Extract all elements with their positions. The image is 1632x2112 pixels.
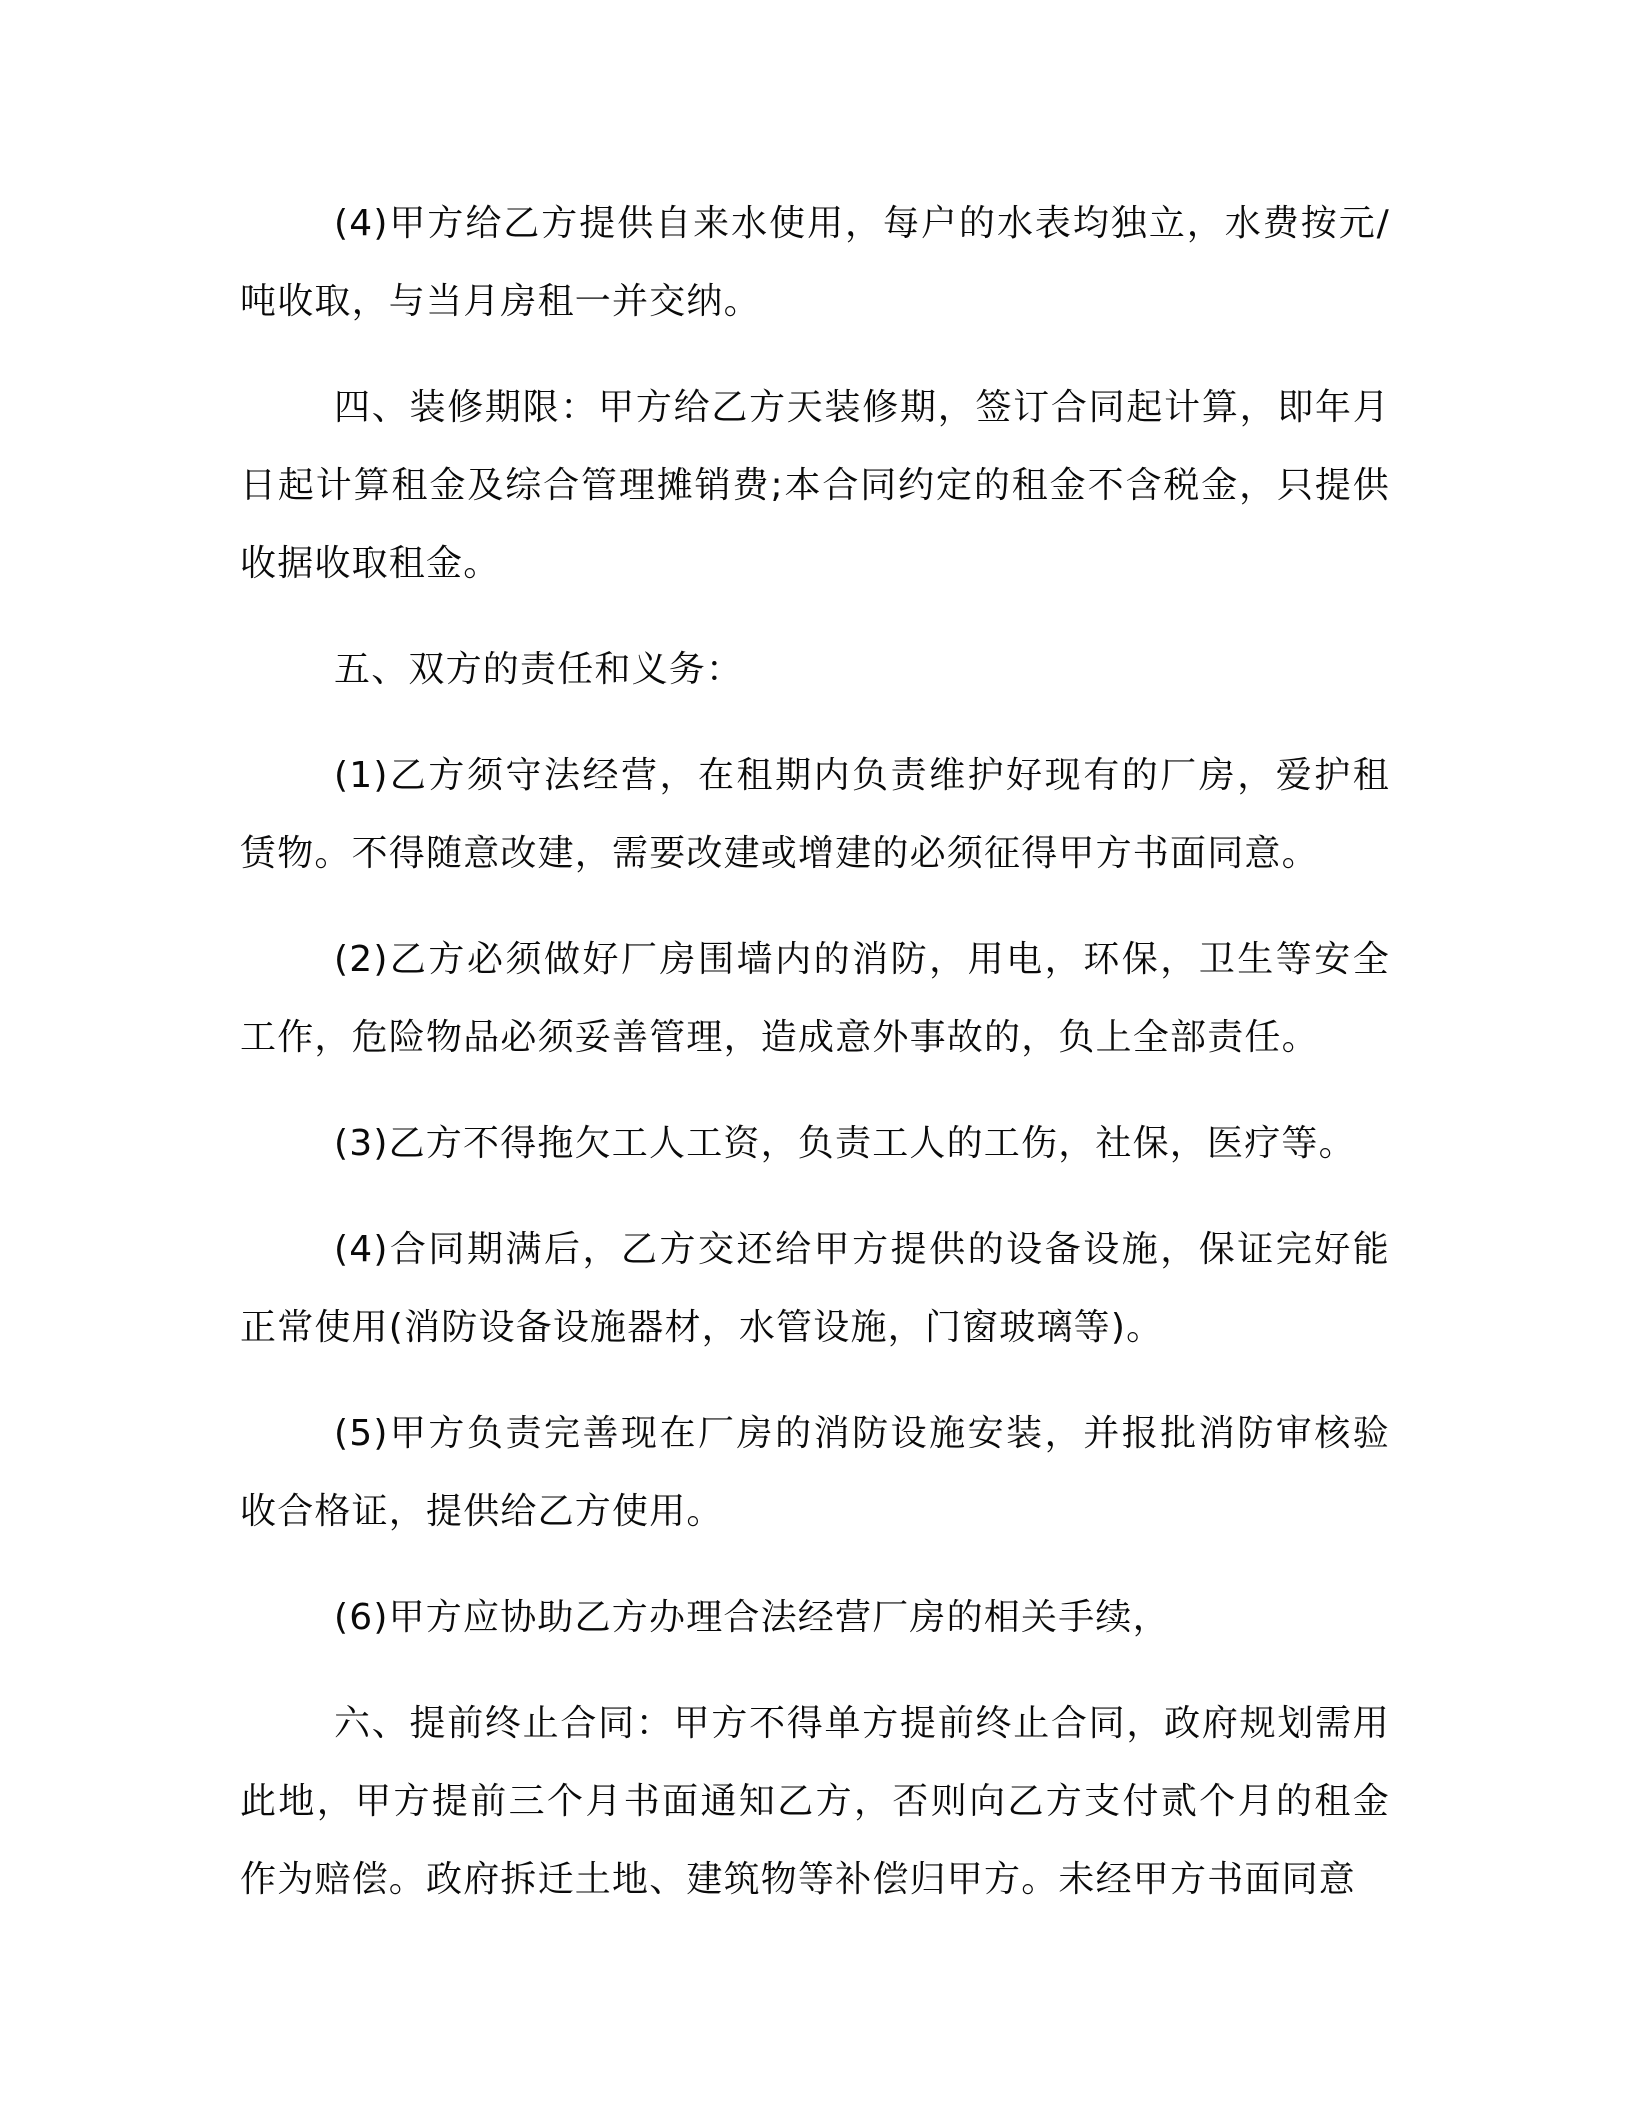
paragraph-obligation-5: (5)甲方负责完善现在厂房的消防设施安装，并报批消防审核验收合格证，提供给乙方使用。 — [240, 1413, 1390, 1532]
paragraph-early-termination: 六、提前终止合同：甲方不得单方提前终止合同，政府规划需用此地，甲方提前三个月书面通知乙方，否则向乙方支付贰个月的租金作为赔偿。政府拆迁土地、建筑物等补偿归甲方。未经甲方书面同意 — [240, 1703, 1390, 1900]
paragraph-obligation-1: (1)乙方须守法经营，在租期内负责维护好现有的厂房，爱护租赁物。不得随意改建，需要改建或增建的必须征得甲方书面同意。 — [240, 755, 1390, 874]
paragraph-renovation-period: 四、装修期限：甲方给乙方天装修期，签订合同起计算，即年月日起计算租金及综合管理摊销费;本合同约定的租金不含税金，只提供收据收取租金。 — [240, 387, 1390, 584]
paragraph-water-supply: (4)甲方给乙方提供自来水使用，每户的水表均独立，水费按元/吨收取，与当月房租一并交纳。 — [240, 203, 1390, 322]
paragraph-obligation-2: (2)乙方必须做好厂房围墙内的消防，用电，环保，卫生等安全工作，危险物品必须妥善管理，造成意外事故的，负上全部责任。 — [240, 939, 1390, 1058]
paragraph-obligation-3: (3)乙方不得拖欠工人工资，负责工人的工伤，社保，医疗等。 — [334, 1123, 1356, 1164]
paragraph-obligation-4: (4)合同期满后，乙方交还给甲方提供的设备设施，保证完好能正常使用(消防设备设施器材，水管设施，门窗玻璃等)。 — [240, 1229, 1390, 1348]
document-body — [240, 185, 1390, 1947]
paragraph-responsibilities-heading: 五、双方的责任和义务： — [334, 649, 744, 690]
paragraph-obligation-6: (6)甲方应协助乙方办理合法经营厂房的相关手续， — [334, 1597, 1170, 1638]
